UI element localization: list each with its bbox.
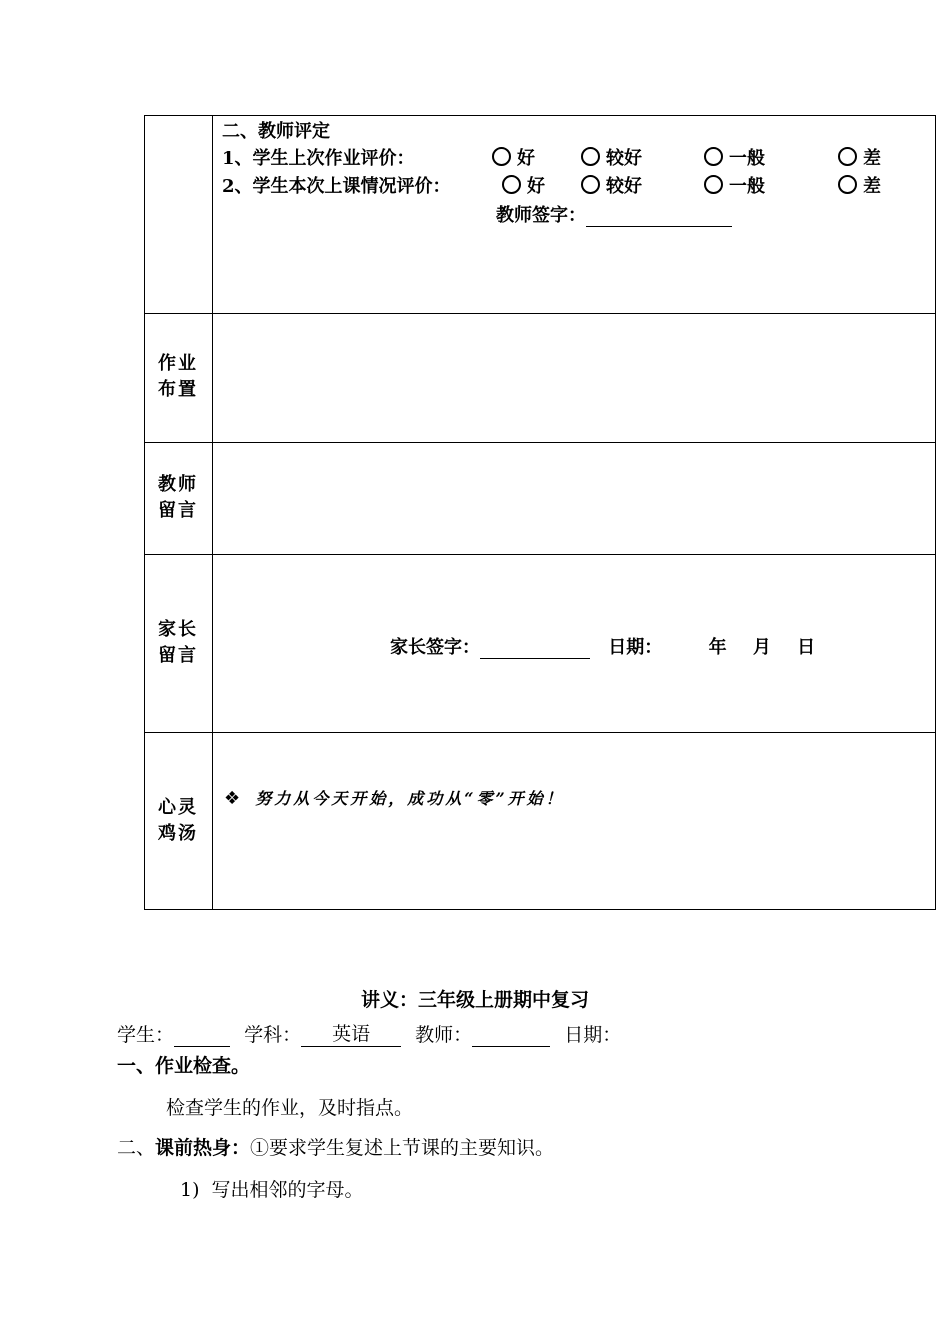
q2-option-fairly-good[interactable]: 较好 (581, 172, 642, 198)
list-item: 1) 写出相邻的字母。 (180, 1179, 364, 1201)
lesson-title: 讲义：三年级上册期中复习 (360, 989, 589, 1011)
q1-option-good[interactable]: 好 (492, 144, 535, 170)
q2-option-poor[interactable]: 差 (838, 172, 881, 198)
teacher-signature-line[interactable] (586, 206, 732, 227)
radio-circle-icon (838, 175, 857, 194)
q1-label: 1、学生上次作业评价： (222, 148, 415, 169)
table-row-divider (144, 732, 936, 733)
student-field[interactable] (174, 1024, 230, 1047)
q1-option-poor[interactable]: 差 (838, 144, 881, 170)
row-label-homework: 作业 布置 (158, 353, 198, 400)
section1-title: 一、作业检查。 (117, 1055, 251, 1077)
q1-option-fairly-good[interactable]: 较好 (581, 144, 642, 170)
radio-circle-icon (581, 175, 600, 194)
table-row-divider (144, 554, 936, 555)
section1-text: 检查学生的作业，及时指点。 (166, 1097, 414, 1119)
row-label-teacher-message: 教师 留言 (158, 474, 198, 521)
quote-text: 努力从今天开始，成功从“零”开始！ (255, 789, 565, 808)
evaluation-table (144, 115, 936, 910)
parent-signature-line[interactable] (480, 638, 590, 659)
q2-option-average[interactable]: 一般 (704, 172, 765, 198)
lesson-info-row: 学生： 学科： 英语 教师： 日期： (117, 1019, 621, 1047)
q2-option-good[interactable]: 好 (502, 172, 545, 198)
table-border-bottom (144, 909, 936, 910)
section2-line: 二、课前热身：①要求学生复述上节课的主要知识。 (117, 1137, 555, 1159)
teacher-eval-heading: 二、教师评定 (222, 121, 330, 142)
q2-label: 2、学生本次上课情况评价： (222, 176, 451, 197)
table-row-divider (144, 313, 936, 314)
table-border-top (144, 115, 936, 116)
table-row-divider (144, 442, 936, 443)
table-divider-column (212, 115, 213, 910)
teacher-signature: 教师签字： (496, 201, 732, 227)
parent-signature-row: 家长签字： 日期： 年 月 日 (390, 637, 816, 658)
teacher-field[interactable] (472, 1024, 550, 1047)
radio-circle-icon (838, 147, 857, 166)
diamond-bullet-icon: ❖ (224, 788, 241, 809)
row-label-parent-message: 家长 留言 (158, 619, 198, 666)
radio-circle-icon (492, 147, 511, 166)
table-border-right (935, 115, 936, 910)
radio-circle-icon (502, 175, 521, 194)
q1-option-average[interactable]: 一般 (704, 144, 765, 170)
radio-circle-icon (704, 147, 723, 166)
row-label-inspiration: 心灵 鸡汤 (158, 797, 198, 844)
subject-field[interactable]: 英语 (301, 1019, 401, 1047)
radio-circle-icon (581, 147, 600, 166)
radio-circle-icon (704, 175, 723, 194)
inspiration-quote (224, 786, 565, 809)
